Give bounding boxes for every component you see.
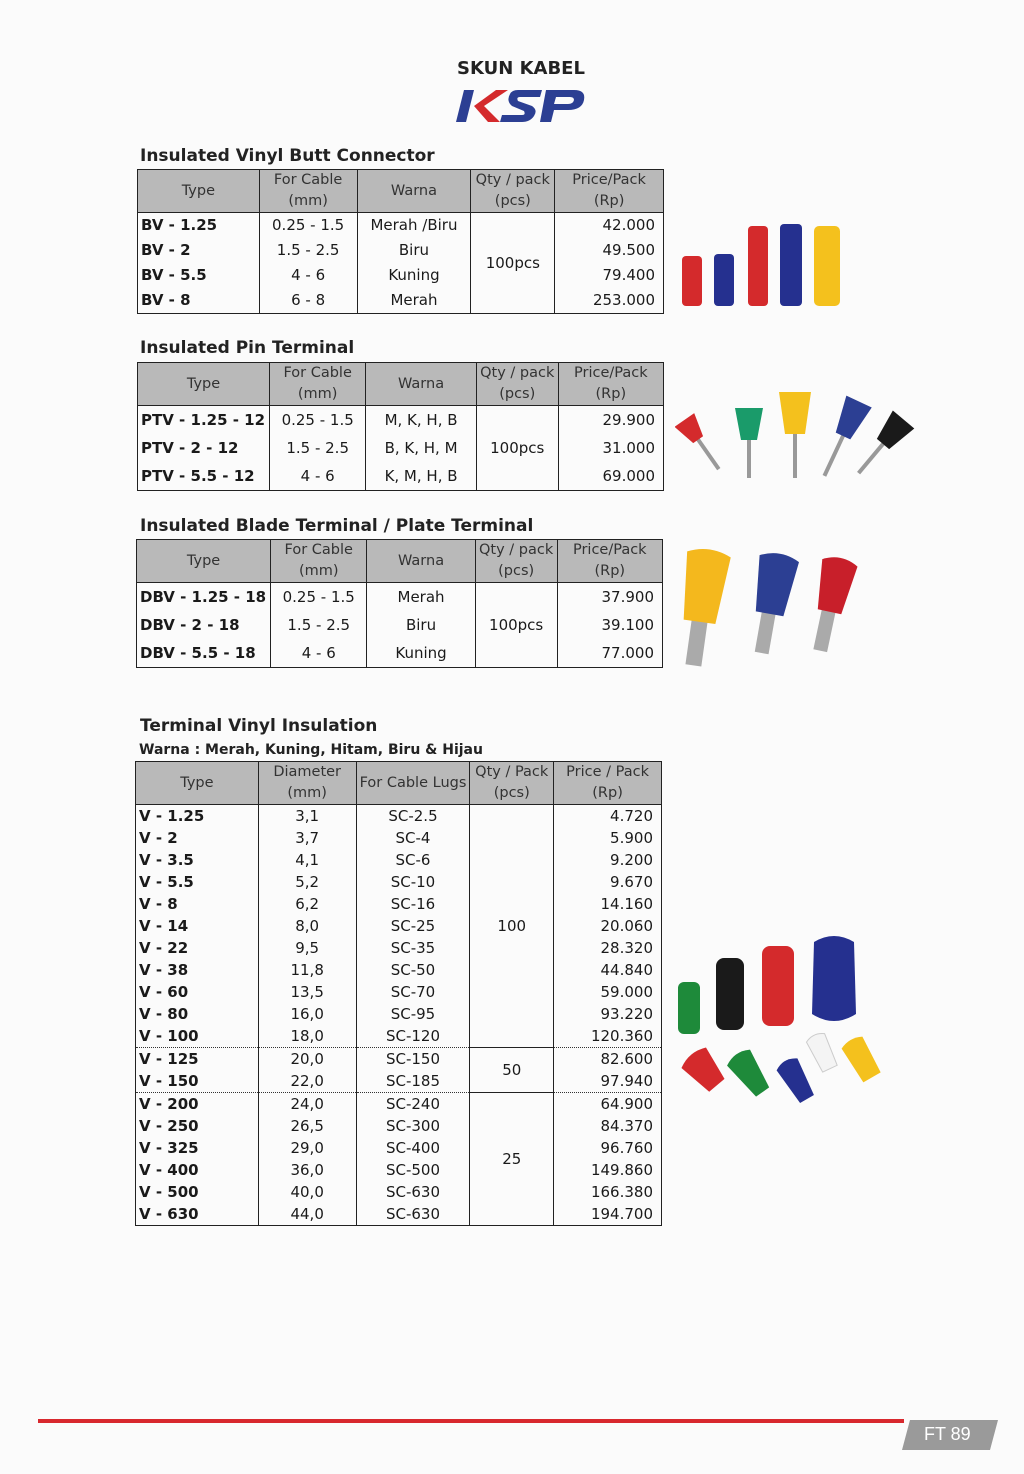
header-warna: Warna: [367, 540, 475, 583]
ksp-logo: [456, 86, 588, 126]
header-qty: Qty / Pack (pcs): [470, 762, 554, 805]
table-row: BV - 8 6 - 8 Merah 253.000: [138, 288, 664, 314]
table-row: V - 125 20,0 SC-150 50 82.600: [136, 1048, 662, 1071]
table-row: PTV - 1.25 - 12 0.25 - 1.5 M, K, H, B 100pcs 29.900: [138, 406, 664, 435]
table-row: PTV - 2 - 12 1.5 - 2.5 B, K, H, M 31.000: [138, 434, 664, 462]
header-lugs: For Cable Lugs: [356, 762, 470, 805]
pin-terminal-table: [137, 362, 664, 491]
header-type: Type: [137, 540, 271, 583]
page-number: FT 89: [924, 1424, 971, 1444]
header-cable: For Cable (mm): [270, 363, 366, 406]
section-title-pin: Insulated Pin Terminal: [140, 338, 355, 358]
table-row: V - 1.25 3,1 SC-2.5 100 4.720: [136, 805, 662, 828]
blade-terminal-table: [136, 539, 663, 668]
qty-cell: 100pcs: [476, 406, 558, 491]
header-price: Price/Pack (Rp): [557, 540, 662, 583]
footer-line: [38, 1419, 904, 1423]
table-row: V - 400 36,0 SC-500 149.860: [136, 1159, 662, 1181]
table-row: V - 60 13,5 SC-70 59.000: [136, 981, 662, 1003]
section-title-vinyl: Terminal Vinyl Insulation: [140, 716, 378, 736]
table-row: BV - 2 1.5 - 2.5 Biru 49.500: [138, 238, 664, 263]
table-row: V - 2 3,7 SC-4 5.900: [136, 827, 662, 849]
table-row: V - 14 8,0 SC-25 20.060: [136, 915, 662, 937]
header-cable: For Cable (mm): [259, 170, 357, 213]
vinyl-insulation-table: [135, 761, 662, 1226]
header-warna: Warna: [357, 170, 471, 213]
table-row: PTV - 5.5 - 12 4 - 6 K, M, H, B 69.000: [138, 462, 664, 491]
header-warna: Warna: [366, 363, 477, 406]
table-row: V - 250 26,5 SC-300 84.370: [136, 1115, 662, 1137]
pin-terminal-image: [675, 386, 915, 492]
table-row: V - 38 11,8 SC-50 44.840: [136, 959, 662, 981]
qty-cell: 100pcs: [471, 213, 555, 314]
section-title-butt: Insulated Vinyl Butt Connector: [140, 146, 435, 166]
table-row: V - 630 44,0 SC-630 194.700: [136, 1203, 662, 1226]
table-row: DBV - 1.25 - 18 0.25 - 1.5 Merah 100pcs 37.900: [137, 583, 663, 612]
header-type: Type: [136, 762, 259, 805]
table-row: V - 8 6,2 SC-16 14.160: [136, 893, 662, 915]
header-price: Price / Pack (Rp): [554, 762, 662, 805]
header-price: Price/Pack (Rp): [558, 363, 663, 406]
section-title-blade: Insulated Blade Terminal / Plate Terminal: [140, 516, 534, 536]
vinyl-insulation-image: [674, 930, 894, 1114]
header-qty: Qty / pack (pcs): [476, 363, 558, 406]
table-row: DBV - 5.5 - 18 4 - 6 Kuning 77.000: [137, 639, 663, 668]
butt-connector-table: [137, 169, 664, 314]
table-row: V - 500 40,0 SC-630 166.380: [136, 1181, 662, 1203]
table-row: V - 22 9,5 SC-35 28.320: [136, 937, 662, 959]
page-title: SKUN KABEL: [457, 58, 585, 79]
qty-cell: 100: [470, 805, 554, 1048]
table-row: V - 100 18,0 SC-120 120.360: [136, 1025, 662, 1048]
butt-connector-image: [678, 220, 848, 312]
table-row: BV - 1.25 0.25 - 1.5 Merah /Biru 100pcs 42.000: [138, 213, 664, 239]
header-diameter: Diameter (mm): [258, 762, 356, 805]
qty-cell: 50: [470, 1048, 554, 1093]
header-type: Type: [138, 170, 260, 213]
table-row: V - 150 22,0 SC-185 97.940: [136, 1070, 662, 1093]
table-row: V - 5.5 5,2 SC-10 9.670: [136, 871, 662, 893]
blade-terminal-image: [672, 544, 872, 672]
table-row: DBV - 2 - 18 1.5 - 2.5 Biru 39.100: [137, 611, 663, 639]
header-qty: Qty / pack (pcs): [471, 170, 555, 213]
header-cable: For Cable (mm): [271, 540, 367, 583]
header-type: Type: [138, 363, 270, 406]
section-subtitle-vinyl: Warna : Merah, Kuning, Hitam, Biru & Hijau: [139, 742, 483, 758]
table-row: V - 200 24,0 SC-240 25 64.900: [136, 1093, 662, 1116]
qty-cell: 25: [470, 1093, 554, 1226]
table-row: V - 325 29,0 SC-400 96.760: [136, 1137, 662, 1159]
table-row: BV - 5.5 4 - 6 Kuning 79.400: [138, 263, 664, 288]
table-row: V - 3.5 4,1 SC-6 9.200: [136, 849, 662, 871]
table-row: V - 80 16,0 SC-95 93.220: [136, 1003, 662, 1025]
qty-cell: 100pcs: [475, 583, 557, 668]
header-qty: Qty / pack (pcs): [475, 540, 557, 583]
header-price: Price/Pack (Rp): [555, 170, 664, 213]
